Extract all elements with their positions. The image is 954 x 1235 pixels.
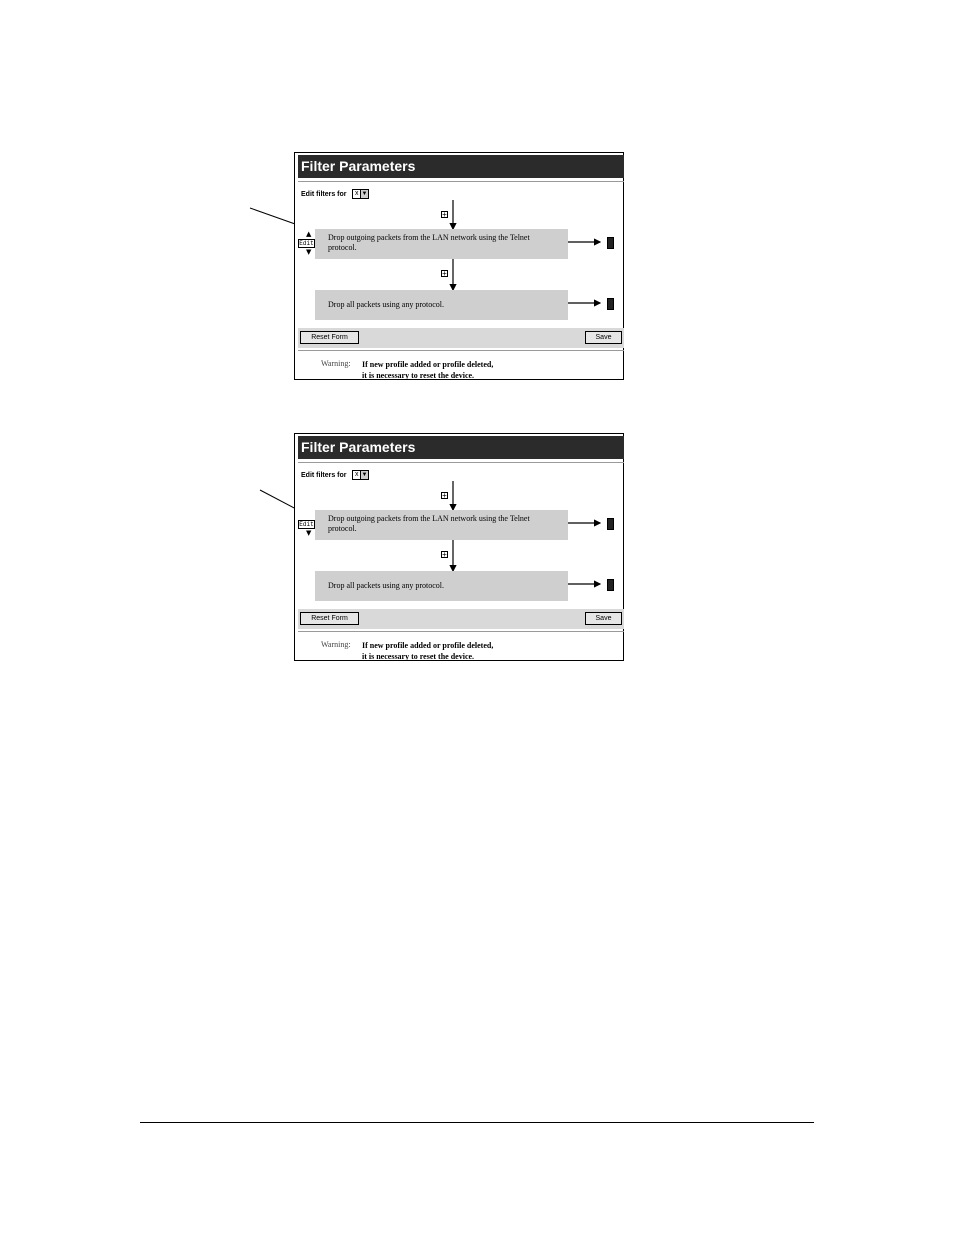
- edit-filters-label: Edit filters for: [301, 191, 347, 198]
- warning-label: Warning:: [321, 359, 351, 368]
- warning-message: [362, 359, 493, 381]
- add-filter-icon[interactable]: +: [442, 269, 447, 278]
- warning-message: [362, 640, 493, 662]
- footer-rule: [140, 1122, 814, 1123]
- edit-rule-button[interactable]: Edit: [299, 521, 314, 528]
- edit-filters-value: x: [355, 471, 359, 478]
- rule-control: [297, 512, 317, 540]
- filter-rule-2[interactable]: Drop all packets using any protocol.: [315, 571, 568, 601]
- warning-line-2: it is necessary to reset the device.: [362, 371, 475, 380]
- chevron-down-icon: ▼: [361, 472, 368, 478]
- drop-bin-icon: [607, 518, 614, 530]
- reset-form-button[interactable]: Reset Form: [300, 331, 359, 344]
- panel-title: Filter Parameters: [298, 155, 624, 178]
- move-down-icon[interactable]: ▼: [306, 248, 312, 256]
- add-filter-icon[interactable]: +: [442, 491, 447, 500]
- rule-control: [297, 231, 317, 259]
- button-bar: [298, 328, 624, 348]
- filter-rule-1[interactable]: Drop outgoing packets from the LAN network using the Telnet protocol.: [315, 510, 568, 540]
- save-button[interactable]: Save: [585, 331, 622, 344]
- button-bar: [298, 609, 624, 629]
- filter-parameters-panel-2: [294, 433, 624, 661]
- drop-bin-icon: [607, 579, 614, 591]
- edit-filters-label: Edit filters for: [301, 472, 347, 479]
- drop-bin-icon: [607, 237, 614, 249]
- add-filter-icon[interactable]: +: [442, 210, 447, 219]
- move-up-icon[interactable]: ▲: [306, 230, 312, 238]
- edit-filters-value: x: [355, 190, 359, 197]
- divider: [298, 631, 624, 632]
- save-button[interactable]: Save: [585, 612, 622, 625]
- warning-label: Warning:: [321, 640, 351, 649]
- filter-rule-2[interactable]: Drop all packets using any protocol.: [315, 290, 568, 320]
- move-down-icon[interactable]: ▼: [306, 529, 312, 537]
- filter-rule-1[interactable]: Drop outgoing packets from the LAN network using the Telnet protocol.: [315, 229, 568, 259]
- warning-line-1: If new profile added or profile deleted,: [362, 360, 494, 369]
- drop-bin-icon: [607, 298, 614, 310]
- warning-line-2: it is necessary to reset the device.: [362, 652, 475, 661]
- warning-line-1: If new profile added or profile deleted,: [362, 641, 494, 650]
- divider: [298, 350, 624, 351]
- panel-title: Filter Parameters: [298, 436, 624, 459]
- edit-rule-button[interactable]: Edit: [299, 240, 314, 247]
- reset-form-button[interactable]: Reset Form: [300, 612, 359, 625]
- filter-parameters-panel-1: [294, 152, 624, 380]
- chevron-down-icon: ▼: [361, 191, 368, 197]
- add-filter-icon[interactable]: +: [442, 550, 447, 559]
